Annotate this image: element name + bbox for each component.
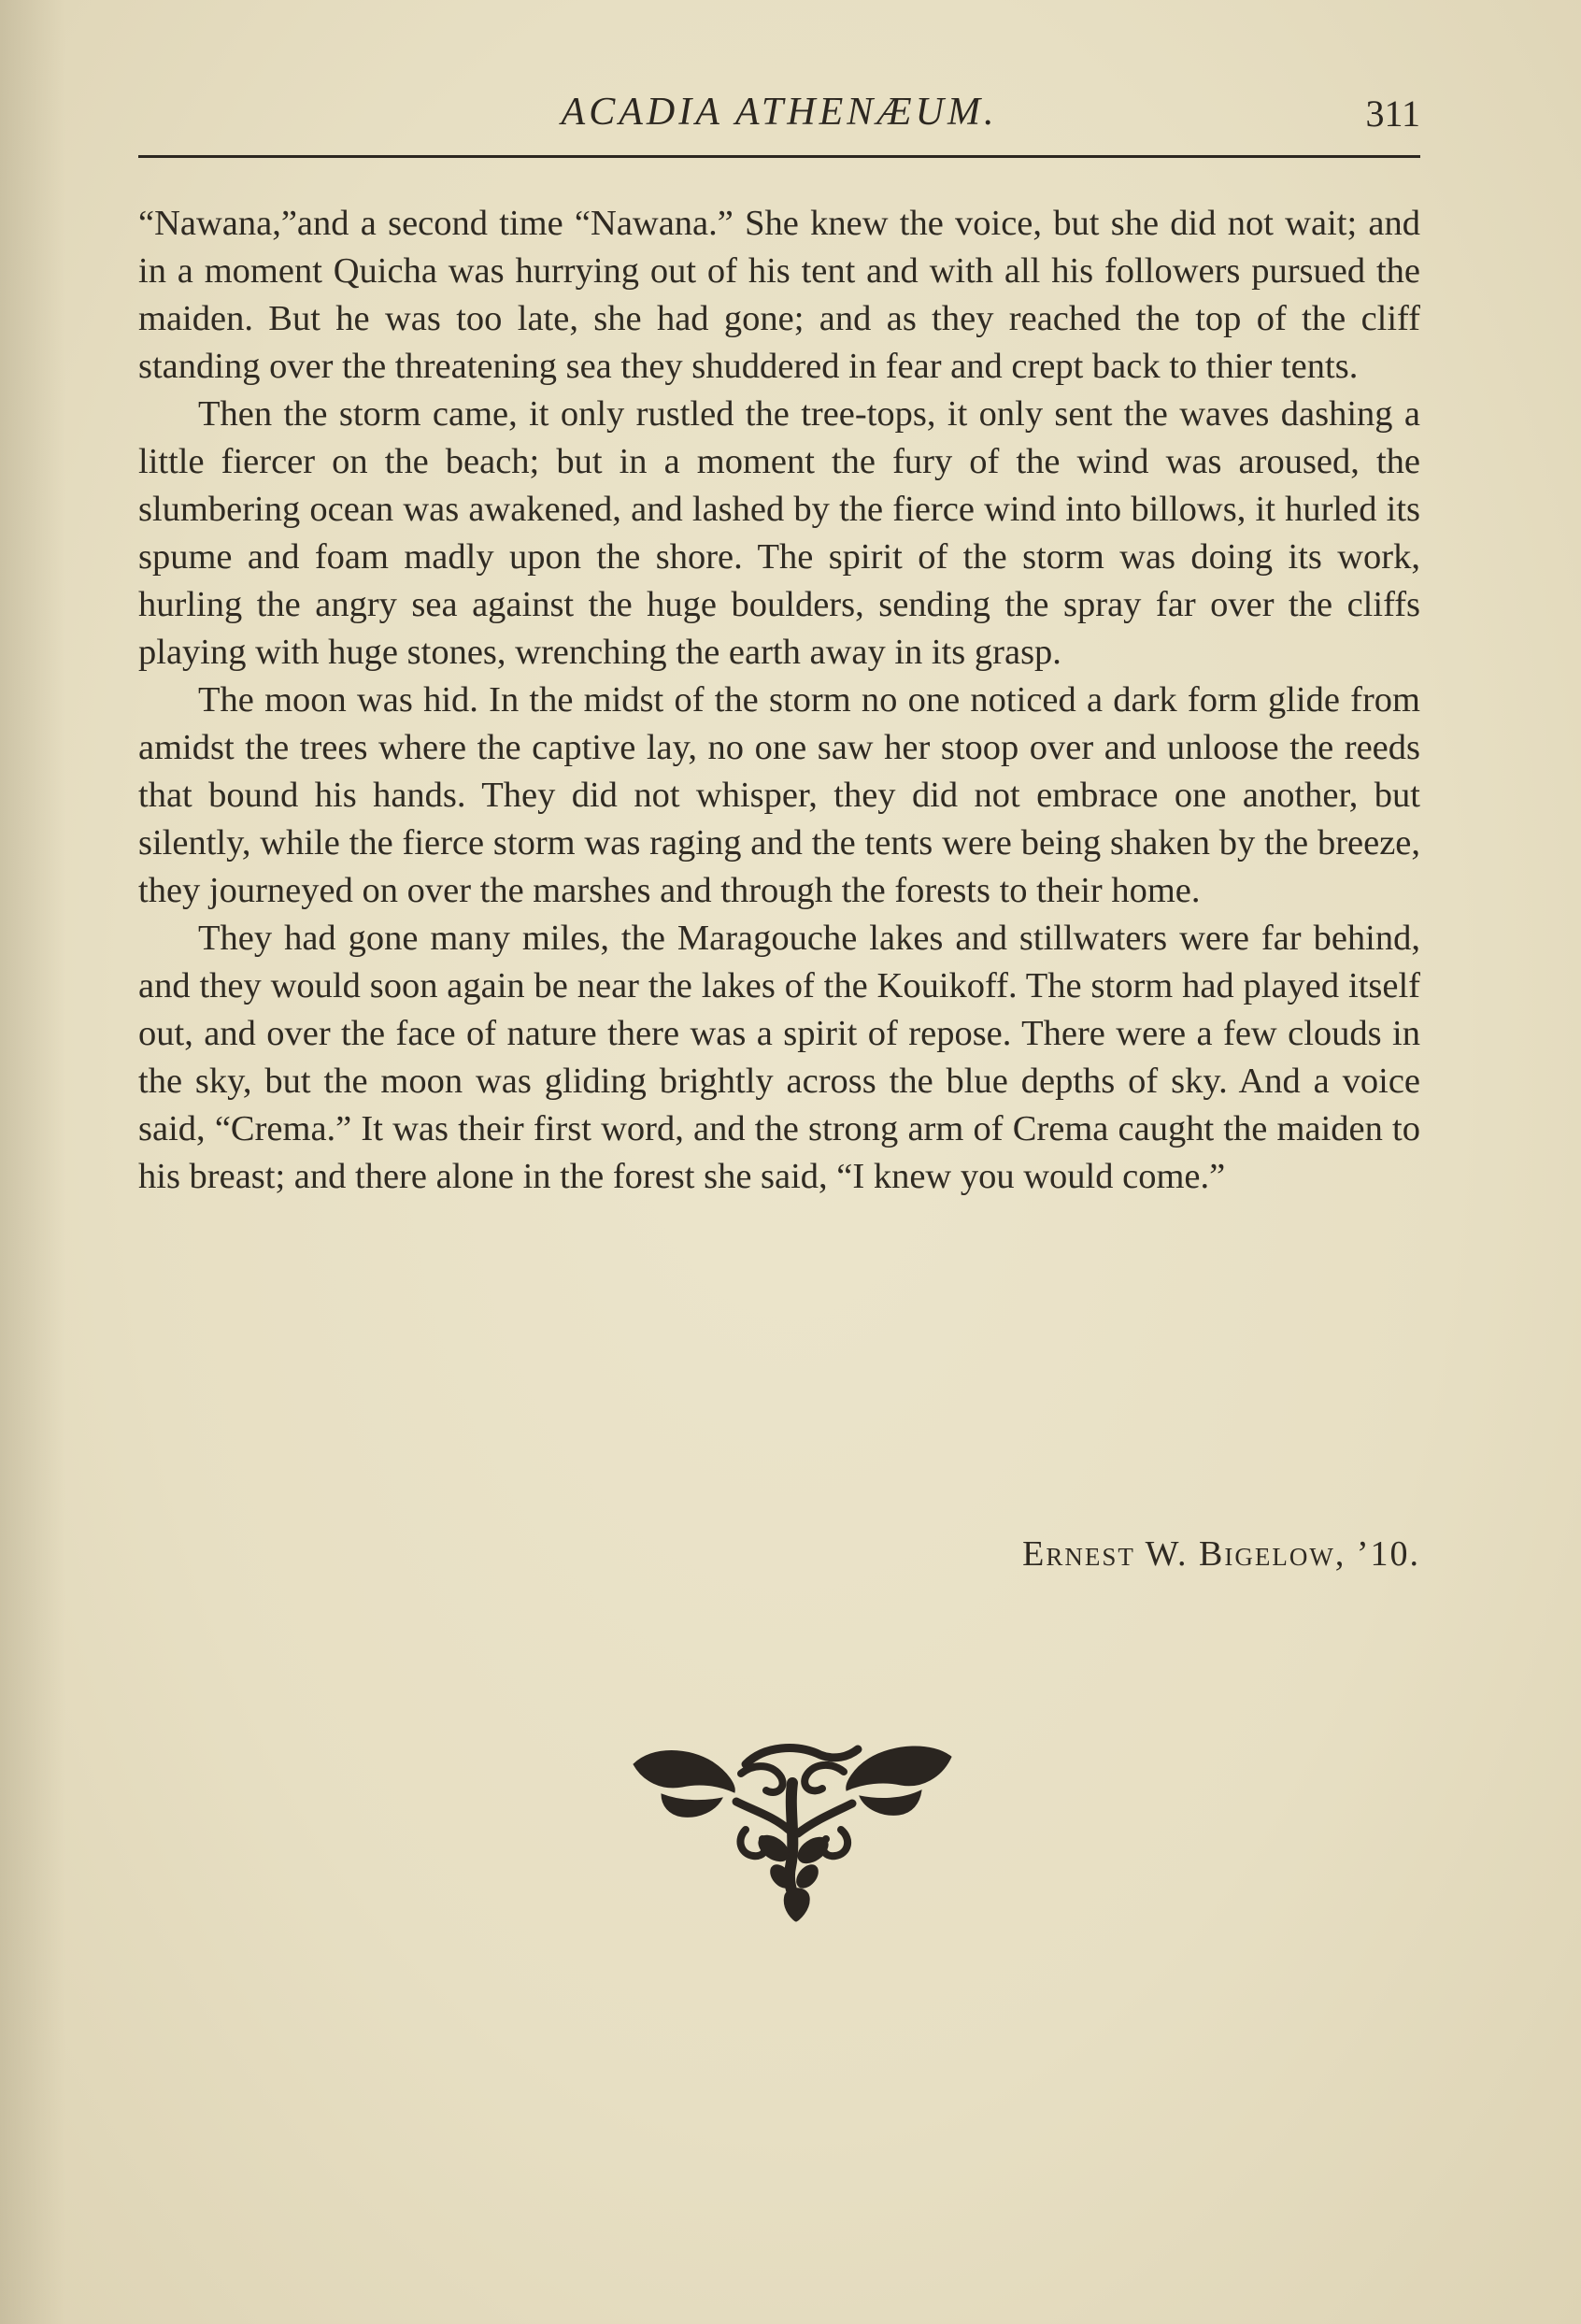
- paragraph: The moon was hid. In the midst of the storm no one noticed a dark form glide from amidst the trees where the captive lay, no one saw her stoop over and unloose the reeds that bound his hands. They did not whisper, they did not embrace one another, but silently, while the fierce storm was raging and the tents were being shaken by the breeze, they journeyed on over the marshes and through the forests to their home.: [138, 680, 1420, 910]
- paragraph: They had gone many miles, the Maragouche lakes and stillwaters were far behind, and they would soon again be near the lakes of the Kouikoff. The storm had played itself out, and over the face of nature there was a spirit of repose. There were a few clouds in the sky, but the moon was gliding brightly across the blue depths of sky. And a voice said, “Crema.” It was their first word, and the strong arm of Crema caught the maiden to his breast; and there alone in the forest she said, “I knew you would come.”: [138, 919, 1420, 1196]
- page-header: [138, 86, 1420, 140]
- page-number: 311: [1365, 93, 1420, 135]
- floral-tailpiece-ornament-icon: [624, 1736, 961, 1923]
- page-gutter-shadow: [0, 0, 65, 2324]
- author-signature: Ernest W. Bigelow, ’10.: [1022, 1534, 1420, 1574]
- running-title: ACADIA ATHENÆUM.: [561, 91, 998, 134]
- article-body: [138, 200, 1420, 1201]
- paragraph: Then the storm came, it only rustled the tree-tops, it only sent the waves dashing a little fiercer on the beach; but in a moment the fury of the wind was aroused, the slumbering ocean was awakened, and lashed by the fierce wind into billows, it hurled its spume and foam madly upon the shore. The spirit of the storm was doing its work, hurling the angry sea against the huge boulders, sending the spray far over the cliffs playing with huge stones, wrenching the earth away in its grasp.: [138, 394, 1420, 672]
- paragraph: “Nawana,”and a second time “Nawana.” She knew the voice, but she did not wait; and in a moment Quicha was hurrying out of his tent and with all his followers pursued the maiden. But he was too late, she had gone; and as they reached the top of the cliff standing over the threatening sea they shuddered in fear and crept back to thier tents.: [138, 204, 1420, 386]
- header-rule: [138, 155, 1420, 158]
